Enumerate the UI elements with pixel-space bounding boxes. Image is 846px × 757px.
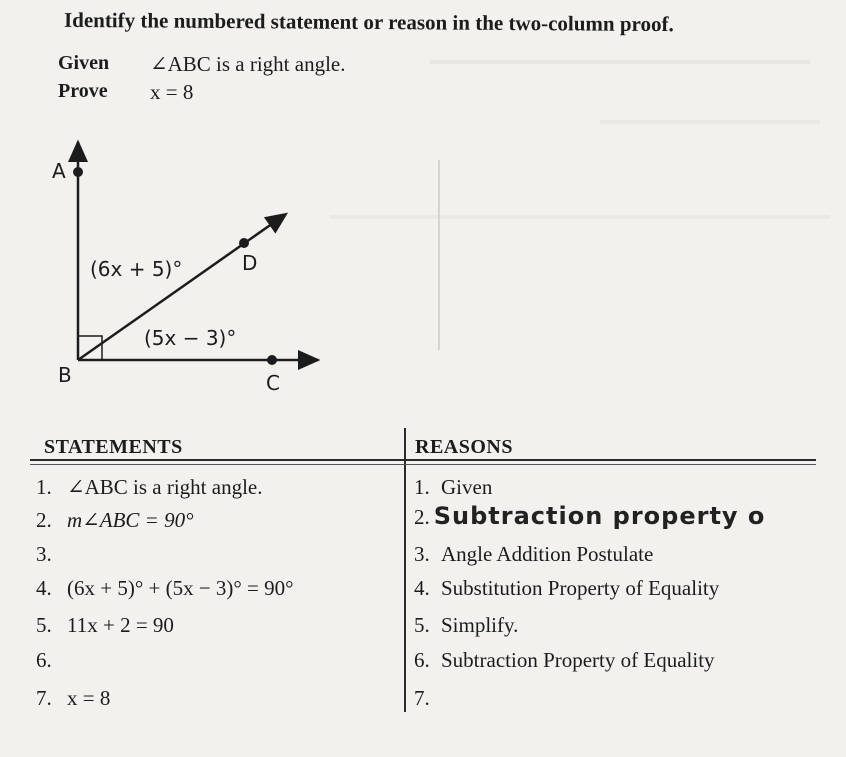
angle-label-top: (6x + 5)°: [90, 257, 183, 281]
reason-text: Simplify.: [441, 613, 519, 637]
table-row: [36, 686, 110, 711]
label-c: C: [266, 371, 280, 395]
reason-text: Angle Addition Postulate: [441, 542, 654, 566]
point-d: [239, 238, 249, 248]
reason-number: 4.: [414, 576, 430, 600]
reason-number: 2.: [414, 505, 430, 529]
statement-number: 3.: [36, 542, 52, 566]
statement-number: 5.: [36, 613, 52, 637]
point-c: [267, 355, 277, 365]
header-rule-double: [30, 464, 816, 465]
point-a: [73, 167, 83, 177]
angle-diagram: [40, 130, 340, 395]
table-row: [36, 613, 174, 638]
reason-text: Subtraction Property of Equality: [441, 648, 715, 672]
table-row: [414, 502, 765, 530]
instruction-text: Identify the numbered statement or reason in the two-column proof.: [63, 7, 674, 37]
page-texture: [438, 160, 440, 350]
table-row: [36, 542, 52, 567]
statements-header: STATEMENTS: [44, 436, 183, 458]
statement-number: 7.: [36, 686, 52, 710]
reason-number: 1.: [414, 475, 430, 499]
column-divider: [404, 428, 406, 712]
label-a: A: [52, 159, 66, 183]
table-row: [36, 576, 294, 601]
table-row: [414, 576, 719, 601]
reason-number: 3.: [414, 542, 430, 566]
table-row: [36, 475, 263, 500]
table-row: [36, 508, 194, 533]
table-row: [414, 542, 653, 567]
page-texture: [430, 60, 810, 64]
table-row: [414, 686, 430, 711]
reason-text: Given: [441, 475, 493, 499]
reason-text: Substitution Property of Equality: [441, 576, 720, 600]
statement-text: m∠ABC = 90°: [67, 508, 194, 532]
reason-number: 6.: [414, 648, 430, 672]
statement-text: (6x + 5)° + (5x − 3)° = 90°: [67, 576, 294, 600]
label-d: D: [242, 251, 258, 275]
statement-text: ∠ABC is a right angle.: [67, 475, 263, 499]
statement-number: 4.: [36, 576, 52, 600]
prove-statement: x = 8: [150, 80, 194, 104]
reasons-header: REASONS: [415, 436, 513, 458]
reason-number: 5.: [414, 613, 430, 637]
table-row: [414, 613, 518, 638]
reason-number: 7.: [414, 686, 430, 710]
given-label: Given: [58, 52, 110, 74]
statement-number: 1.: [36, 475, 52, 499]
prove-label: Prove: [58, 80, 108, 102]
statement-text: 11x + 2 = 90: [67, 613, 174, 637]
statement-number: 6.: [36, 648, 52, 672]
page-texture: [600, 120, 820, 124]
table-row: [36, 648, 52, 673]
angle-label-bottom: (5x − 3)°: [144, 326, 237, 350]
page-texture: [330, 215, 830, 219]
statement-text: x = 8: [67, 686, 111, 710]
given-statement: ∠ABC is a right angle.: [150, 52, 346, 76]
statement-number: 2.: [36, 508, 52, 532]
table-row: [414, 475, 492, 500]
header-rule: [30, 459, 816, 461]
label-b: B: [58, 363, 72, 387]
table-row: [414, 648, 715, 673]
handwritten-answer: Subtraction property o: [433, 502, 766, 530]
